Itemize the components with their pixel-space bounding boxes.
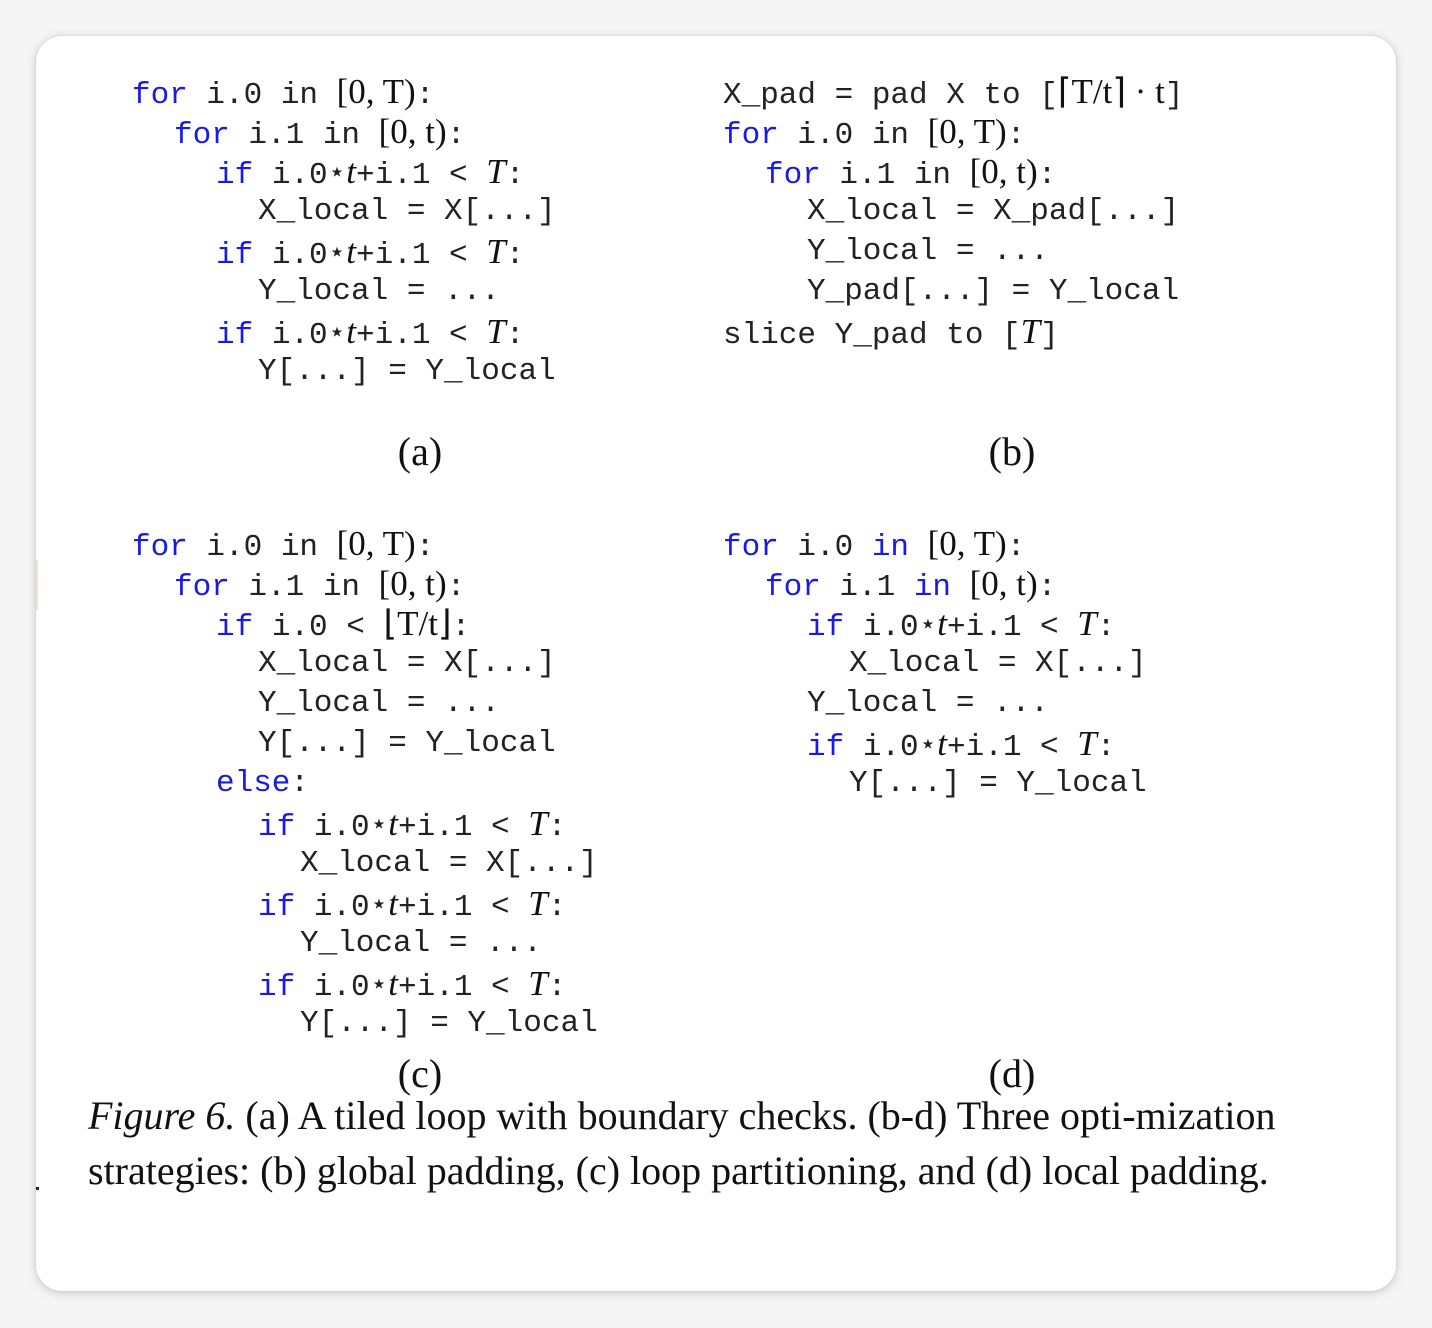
code-line: X_pad = pad X to [⌈T/t⌉ · t] xyxy=(723,72,1184,113)
code-line: for i.0 in [0, T): xyxy=(132,524,435,565)
code-line: Y[...] = Y_local xyxy=(300,1006,598,1041)
code-line: Y[...] = Y_local xyxy=(258,726,556,761)
figure-label: Figure 6. xyxy=(88,1093,236,1138)
code-line: Y_local = ... xyxy=(807,234,1049,269)
figure-caption xyxy=(88,1088,1288,1198)
code-line: if i.0 < ⌊T/t⌋: xyxy=(216,604,471,645)
code-line: if i.0⋆t+i.1 < T: xyxy=(258,804,567,845)
code-line: Y[...] = Y_local xyxy=(849,766,1147,801)
code-line: Y_local = ... xyxy=(258,686,500,721)
panel-d-code xyxy=(723,524,1283,814)
code-line: for i.1 in [0, t): xyxy=(765,564,1057,605)
code-line: X_local = X[...] xyxy=(258,194,556,229)
code-line: for i.1 in [0, t): xyxy=(174,564,466,605)
code-line: if i.0⋆t+i.1 < T: xyxy=(807,604,1116,645)
code-line: Y_local = ... xyxy=(807,686,1049,721)
panel-a-code xyxy=(132,72,652,402)
code-line: X_local = X[...] xyxy=(300,846,598,881)
panel-b-label: (b) xyxy=(988,429,1036,474)
stray-dot xyxy=(36,1187,39,1190)
code-line: if i.0⋆t+i.1 < T: xyxy=(216,312,525,353)
code-line: Y_local = ... xyxy=(258,274,500,309)
panel-d-label: (d) xyxy=(988,1051,1036,1096)
code-line: for i.0 in [0, T): xyxy=(723,112,1026,153)
code-line: for i.1 in [0, t): xyxy=(174,112,466,153)
code-line: X_local = X[...] xyxy=(849,646,1147,681)
code-line: if i.0⋆t+i.1 < T: xyxy=(258,884,567,925)
code-line: X_local = X_pad[...] xyxy=(807,194,1180,229)
code-line: else: xyxy=(216,766,310,801)
code-line: for i.0 in [0, T): xyxy=(723,524,1026,565)
code-line: if i.0⋆t+i.1 < T: xyxy=(216,152,525,193)
panel-b-code xyxy=(723,72,1323,362)
margin-mark xyxy=(36,560,38,610)
code-line: if i.0⋆t+i.1 < T: xyxy=(807,724,1116,765)
code-line: Y_local = ... xyxy=(300,926,542,961)
panel-a-label: (a) xyxy=(397,429,443,474)
panel-c-code xyxy=(132,524,692,1054)
code-line: if i.0⋆t+i.1 < T: xyxy=(258,964,567,1005)
caption-text: (a) A tiled loop with boundary checks. (b-d) Three opti-mization strategies: (b) global padding, (c) loop partitioning, and (d) local padding. xyxy=(88,1093,1276,1193)
code-line: for i.0 in [0, T): xyxy=(132,72,435,113)
code-line: Y[...] = Y_local xyxy=(258,354,556,389)
code-line: slice Y_pad to [T] xyxy=(723,312,1059,353)
code-line: for i.1 in [0, t): xyxy=(765,152,1057,193)
code-line: if i.0⋆t+i.1 < T: xyxy=(216,232,525,273)
code-line: Y_pad[...] = Y_local xyxy=(807,274,1180,309)
code-line: X_local = X[...] xyxy=(258,646,556,681)
panel-c-label: (c) xyxy=(397,1051,443,1096)
